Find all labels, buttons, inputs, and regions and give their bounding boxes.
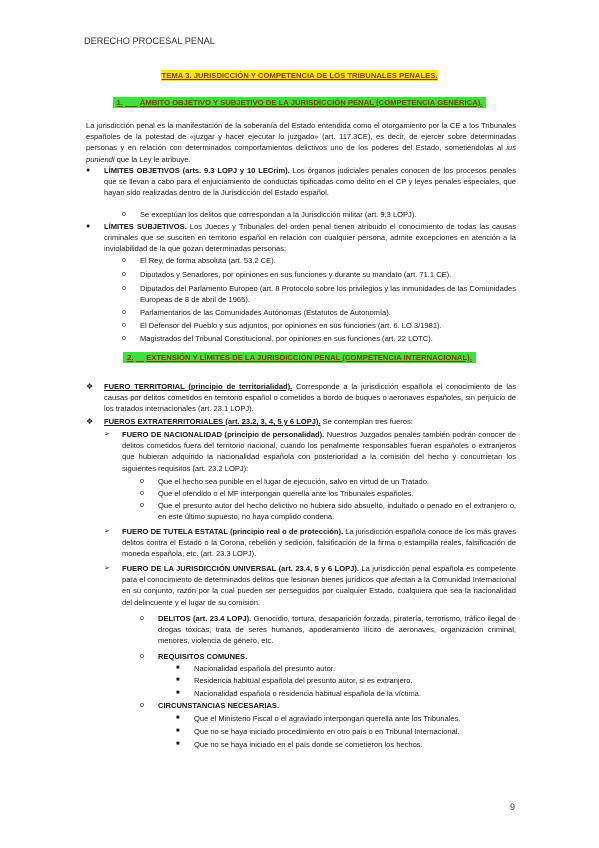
section-1-number: 1.	[116, 98, 123, 107]
intro-text: La jurisdicción penal es la manifestación de la soberanía del Estado entendida como el otorgamiento por la CE a los Tribunales españoles de la potestad de «juzgar y hacer ejecutar lo juzgado» (art. 117.3CE), es decir, de ejercer sobre determinadas personas y en relación con determinados comportamientos delictivos uno de los poderes del Estado, sometiéndolas al	[86, 121, 516, 153]
subjective-item: Diputados y Senadores, por opiniones en sus funciones y durante su mandato (art. 71.1 CE).	[140, 270, 452, 279]
objective-limits-exception: Se exceptúan los delitos que correspondan a la Jurisdicción militar (art. 9.3 LOPJ).	[140, 210, 417, 219]
square-bullet-icon: ■	[176, 715, 180, 721]
subjective-item: Diputados del Parlamento Europeo (art. 8 Protocolo sobre los privilegios y las inmunidades de las Comunidades Europeas de 8 de abril de 1965).	[140, 284, 516, 305]
crimes-paragraph	[158, 613, 516, 647]
intro-text-end: que la Ley le atribuye.	[114, 154, 191, 164]
intro-paragraph	[86, 120, 516, 165]
crimes-text: Genocidio, tortura, desaparición forzada, piratería, terrorismo, tráfico ilegal de drogas tóxicas, trata de seres humanos, apoderamiento ilícito de aeronaves, organización criminal, menores, violencia de género, etc.	[158, 614, 516, 646]
bullet-circle-icon: o	[122, 257, 126, 264]
bullet-circle-icon: o	[122, 309, 126, 316]
state-protection-label: FUERO DE TUTELA ESTATAL (principio real o de protección).	[122, 527, 344, 536]
section-1-heading	[0, 98, 599, 107]
necessary-circumstance-item: Que el Ministerio Fiscal o el agraviado interpongan querella ante los Tribunales.	[194, 714, 461, 723]
section-2-heading	[0, 353, 599, 362]
bullet-circle-icon: o	[122, 211, 126, 218]
subjective-limits-paragraph	[104, 221, 516, 255]
nationality-requirement: Que el ofendido o el MF interpongan querella ante los Tribunales españoles.	[158, 489, 414, 498]
page-number: 9	[509, 802, 515, 812]
state-protection-paragraph	[122, 526, 516, 560]
section-2-heading-highlight	[123, 352, 476, 363]
section-2-number: 2.	[127, 353, 134, 362]
nationality-label: FUERO DE NACIONALIDAD (principio de personalidad).	[122, 430, 325, 439]
subjective-item: El Rey, de forma absoluta (art. 53.2 CE).	[140, 256, 276, 265]
bullet-circle-icon: o	[122, 271, 126, 278]
crimes-label: DELITOS (art. 23.4 LOPJ).	[158, 614, 252, 623]
bullet-circle-icon: o	[140, 478, 144, 485]
nationality-requirement: Que el hecho sea punible en el lugar de ejecución, salvo en virtud de un Tratado.	[158, 477, 430, 486]
bullet-dot-icon: ●	[86, 167, 91, 174]
subjective-item: El Defensor del Pueblo y sus adjuntos, por opiniones en sus funciones (art. 6. LO 3/1981).	[140, 321, 442, 330]
territorial-label: FUERO TERRITORIAL (principio de territorialidad).	[104, 382, 293, 391]
square-bullet-icon: ■	[176, 728, 180, 734]
territorial-text: Corresponde a la jurisdicción española el conocimiento de las causas por delitos cometidos en territorio español o cometidos a bordo de buques o aeronaves españoles, sin perjuicio de los tratados internacionales (art. 23.1 LOPJ).	[104, 382, 516, 414]
intro-italic-term: ius puniendi	[86, 143, 516, 164]
extraterritorial-paragraph	[104, 416, 413, 427]
square-bullet-icon: ■	[176, 677, 180, 683]
necessary-circumstances-label-text: CIRCUNSTANCIAS NECESARIAS.	[158, 701, 280, 710]
state-protection-text: La jurisdicción española conoce de los más graves delitos contra el Estado o la Corona, rebelión y sedición, falsificación de la firma o estampilla reales, falsificación de moneda española, etc. (art. 23.3 LOPJ).	[122, 527, 516, 559]
extraterritorial-label: FUEROS EXTRATERRITORIALES (art. 23.2, 3, 4, 5 y 6 LOPJ).	[104, 417, 321, 426]
objective-limits-text: Los órganos judiciales penales conocen de los procesos penales que se llevan a cabo para el enjuiciamiento de conductas tipificadas como delito en el CP y leyes penales especiales, que hayan sido realizadas dentro de la Jurisdicción del Estado español.	[104, 166, 516, 198]
universal-jurisdiction-text: La jurisdicción penal española es competente para el conocimiento de determinados delitos que lesionan bienes jurídicos que afectan a la Comunidad Internacional en su conjunto, razón por la cual pueden ser perseguidos por cualquier Estado, cualquiera que sea la nacionalidad del delincuente y el lugar de su comisión.	[122, 564, 517, 607]
objective-limits-label: LÍMITES OBJETIVOS (arts. 9.3 LOPJ y 10 LECrim).	[104, 166, 290, 175]
subjective-item: Magistrados del Tribunal Constitucional, por opiniones en sus funciones (art. 22 LOTC).	[140, 334, 433, 343]
bullet-circle-icon: o	[140, 702, 144, 709]
objective-limits-paragraph	[104, 165, 516, 199]
arrow-bullet-icon: ➢	[104, 431, 110, 438]
bullet-circle-icon: o	[140, 653, 144, 660]
section-1-heading-highlight	[113, 97, 487, 108]
extraterritorial-text: Se contemplan tres fueros:	[320, 417, 413, 426]
chapter-title	[0, 71, 599, 80]
bullet-circle-icon: o	[122, 335, 126, 342]
universal-jurisdiction-label: FUERO DE LA JURISDICCIÓN UNIVERSAL (art. 23.4, 5 y 6 LOPJ).	[122, 564, 359, 573]
bullet-circle-icon: o	[140, 615, 144, 622]
subjective-limits-label: LÍMITES SUBJETIVOS.	[104, 222, 187, 231]
common-requirement-item: Residencia habitual española del presunto autor, si es extranjero.	[194, 676, 413, 685]
necessary-circumstances-label	[158, 700, 279, 711]
running-header: DERECHO PROCESAL PENAL	[84, 36, 215, 46]
section-1-title: ÁMBITO OBJETIVO Y SUBJETIVO DE LA JURISDICCIÓN PENAL (COMPETENCIA GENÉRICA).	[139, 98, 483, 107]
bullet-circle-icon: o	[140, 490, 144, 497]
section-2-title: EXTENSIÓN Y LÍMITES DE LA JURISDICCIÓN PENAL (COMPETENCIA INTERNACIONAL).	[146, 353, 472, 362]
square-bullet-icon: ■	[176, 690, 180, 696]
necessary-circumstance-item: Que no se haya iniciado en el país donde se cometieron los hechos.	[194, 740, 423, 749]
nationality-paragraph	[122, 429, 516, 474]
nationality-requirement: Que el presunto autor del hecho delictivo no hubiera sido absuelto, indultado o penado en el extranjero o, en este último supuesto, no haya cumplido condena.	[158, 501, 516, 522]
bullet-circle-icon: o	[140, 502, 144, 509]
territorial-paragraph	[104, 381, 516, 415]
diamond-bullet-icon: ❖	[86, 382, 94, 391]
bullet-dot-icon: ●	[86, 223, 91, 230]
subjective-item: Parlamentarios de las Comunidades Autónomas (Estatutos de Autonomía).	[140, 308, 391, 317]
common-requirements-label-text: REQUISITOS COMUNES.	[158, 652, 248, 661]
bullet-circle-icon: o	[122, 322, 126, 329]
universal-jurisdiction-paragraph	[122, 563, 516, 608]
nationality-text: Nuestros Juzgados penales también podrán conocer de delitos cometidos fuera del territorio nacional, cuando los penalmente responsables fueran españoles o extranjeros que hubieran adquirido la nacionalidad española con posterioridad a la comisión del hecho y concurrieran los siguientes requisitos (art. 23.2 LOPJ):	[122, 430, 517, 473]
common-requirements-label	[158, 651, 247, 662]
common-requirement-item: Nacionalidad española del presunto autor.	[194, 664, 335, 673]
diamond-bullet-icon: ❖	[86, 417, 94, 426]
chapter-title-text: TEMA 3. JURISDICCIÓN Y COMPETENCIA DE LOS TRIBUNALES PENALES.	[161, 71, 438, 80]
necessary-circumstance-item: Que no se haya iniciado procedimiento en otro país o en Tribunal Internacional.	[194, 727, 460, 736]
arrow-bullet-icon: ➢	[104, 565, 110, 572]
bullet-circle-icon: o	[122, 285, 126, 292]
arrow-bullet-icon: ➢	[104, 528, 110, 535]
square-bullet-icon: ■	[176, 665, 180, 671]
square-bullet-icon: ■	[176, 741, 180, 747]
common-requirement-item: Nacionalidad española o residencia habitual española de la víctima.	[194, 689, 421, 698]
subjective-limits-text: Los Jueces y Tribunales del orden penal tienen atribuido el conocimiento de todas las causas criminales que se susciten en territorio español en relación con cualquier persona, admite excepciones en atención a la inviolabilidad de la que gozan determinadas personas:	[104, 222, 516, 254]
